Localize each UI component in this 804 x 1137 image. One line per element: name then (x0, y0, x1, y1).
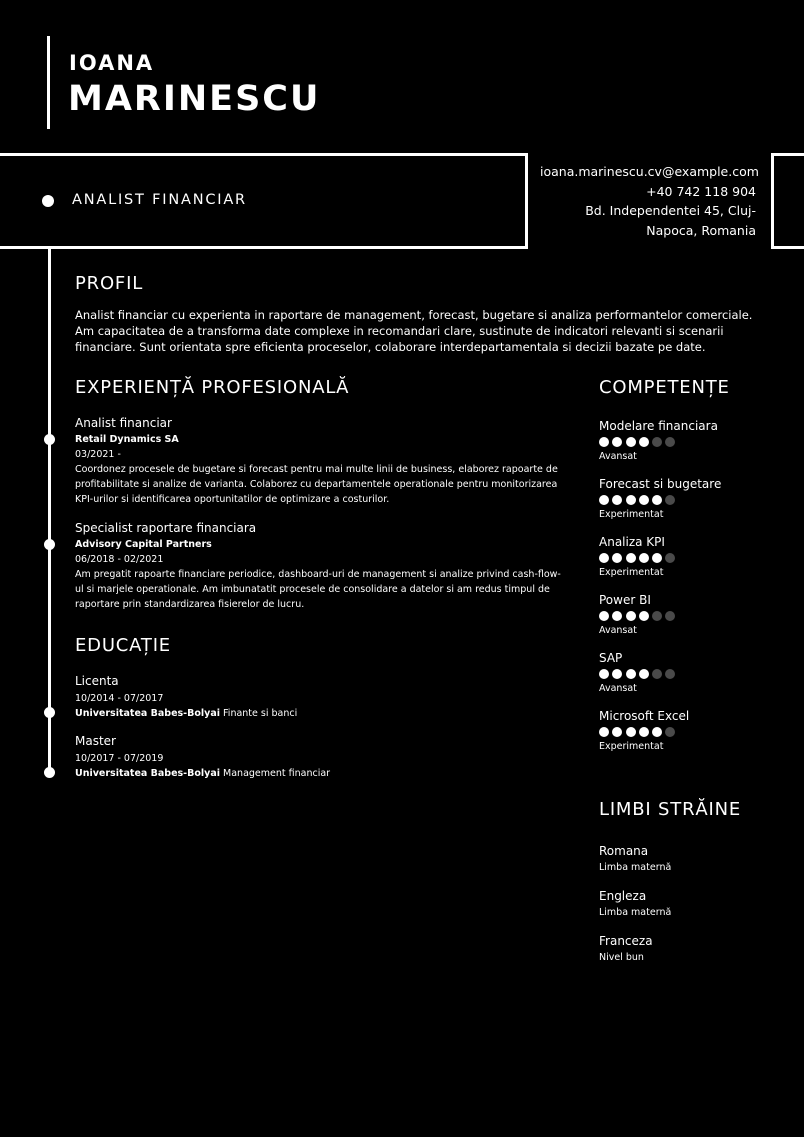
rating-dot-filled-icon (652, 727, 662, 737)
education-heading: EDUCAȚIE (75, 635, 171, 656)
education-school: Universitatea Babes-Bolyai (75, 768, 220, 779)
timeline-dot (44, 434, 55, 445)
profile-text: Analist financiar cu experienta in raportare de management, forecast, bugetare si analiza performantelor comerciale. Am capacitatea de a transforma date complexe in recomandari clare, sustinute de indicatori relevanti si scenarii financiare. Sunt orientata spre eficienta proceselor, colaborare interdepartamentala si decizii bazate pe date. (75, 308, 753, 354)
rating-dot-empty-icon (665, 611, 675, 621)
rating-dot-filled-icon (639, 611, 649, 621)
contact-block (540, 162, 759, 240)
skill-item (599, 708, 779, 766)
skill-level: Experimentat (599, 509, 664, 520)
experience-company: Advisory Capital Partners (75, 539, 212, 550)
skill-name: Microsoft Excel (599, 709, 690, 723)
skill-name: Analiza KPI (599, 535, 665, 549)
rating-dot-filled-icon (626, 437, 636, 447)
education-item (75, 733, 330, 780)
skill-level: Experimentat (599, 741, 664, 752)
skill-rating (599, 495, 779, 505)
timeline-dot (44, 539, 55, 550)
rating-dot-filled-icon (639, 495, 649, 505)
language-level: Nivel bun (599, 952, 644, 963)
name-accent-bar (47, 36, 50, 129)
rating-dot-empty-icon (652, 437, 662, 447)
rating-dot-filled-icon (639, 727, 649, 737)
experience-role: Analist financiar (75, 416, 172, 430)
contact-email[interactable]: ioana.marinescu.cv@example.com (540, 164, 759, 179)
language-level: Limba maternă (599, 907, 672, 918)
skill-item (599, 476, 779, 534)
languages-list (599, 843, 779, 978)
language-item (599, 888, 779, 933)
skill-rating (599, 553, 779, 563)
experience-role: Specialist raportare financiara (75, 521, 257, 535)
skill-name: Modelare financiara (599, 419, 718, 433)
rating-dot-filled-icon (599, 495, 609, 505)
rating-dot-filled-icon (612, 437, 622, 447)
rating-dot-filled-icon (639, 553, 649, 563)
rating-dot-empty-icon (665, 437, 675, 447)
education-field: Management financiar (223, 768, 331, 779)
skill-item (599, 592, 779, 650)
last-name: MARINESCU (68, 79, 321, 119)
contact-address-line1: Bd. Independentei 45, Cluj- (585, 203, 756, 218)
timeline-line (48, 246, 51, 774)
profile-heading: PROFIL (75, 273, 144, 294)
title-bullet-icon (42, 195, 54, 207)
rating-dot-filled-icon (652, 495, 662, 505)
rating-dot-filled-icon (612, 727, 622, 737)
skill-level: Avansat (599, 683, 637, 694)
rating-dot-filled-icon (639, 669, 649, 679)
rating-dot-filled-icon (599, 437, 609, 447)
rating-dot-empty-icon (652, 611, 662, 621)
skill-item (599, 534, 779, 592)
skills-heading: COMPETENȚE (599, 377, 730, 398)
skill-item (599, 418, 779, 476)
skill-name: Power BI (599, 593, 651, 607)
rating-dot-empty-icon (665, 495, 675, 505)
rating-dot-filled-icon (599, 611, 609, 621)
education-item (75, 673, 297, 720)
experience-description: Coordonez procesele de bugetare si forecast pentru mai multe linii de business, elaborez rapoarte de profitabilitate si analize de varianta. Colaborez cu departamentele operationale pentru monitorizarea KPI-urilor si identificarea oportunitatilor de optimizare a costurilor. (75, 464, 558, 505)
education-field: Finante si banci (223, 708, 298, 719)
rating-dot-filled-icon (652, 553, 662, 563)
skills-list (599, 418, 779, 766)
skill-rating (599, 437, 779, 447)
education-school: Universitatea Babes-Bolyai (75, 708, 220, 719)
rating-dot-filled-icon (599, 669, 609, 679)
language-name: Engleza (599, 889, 647, 903)
experience-description: Am pregatit rapoarte financiare periodice, dashboard-uri de management si analize privind cash-flow-ul si marjele operationale. Am imbunatatit procesele de consolidare a datelor si am redus timpul de raportare prin standardizarea fisierelor de lucru. (75, 569, 561, 610)
contact-address-line2: Napoca, Romania (646, 222, 756, 238)
rating-dot-filled-icon (599, 727, 609, 737)
rating-dot-filled-icon (612, 553, 622, 563)
language-name: Romana (599, 844, 649, 858)
language-item (599, 933, 779, 978)
rating-dot-filled-icon (612, 611, 622, 621)
education-school-line (75, 707, 297, 720)
rating-dot-empty-icon (665, 727, 675, 737)
experience-item (75, 415, 565, 507)
education-school-line (75, 767, 330, 780)
experience-heading: EXPERIENȚĂ PROFESIONALĂ (75, 377, 350, 398)
education-degree: Master (75, 734, 116, 748)
timeline-dot (44, 767, 55, 778)
skill-level: Avansat (599, 451, 637, 462)
rating-dot-empty-icon (665, 553, 675, 563)
rating-dot-filled-icon (612, 495, 622, 505)
rating-dot-filled-icon (626, 611, 636, 621)
language-name: Franceza (599, 934, 653, 948)
skill-level: Experimentat (599, 567, 664, 578)
timeline-dot (44, 707, 55, 718)
rating-dot-filled-icon (626, 669, 636, 679)
rating-dot-filled-icon (599, 553, 609, 563)
contact-phone[interactable]: +40 742 118 904 (646, 183, 756, 199)
skill-name: SAP (599, 651, 623, 665)
skill-level: Avansat (599, 625, 637, 636)
skill-item (599, 650, 779, 708)
skill-rating (599, 727, 779, 737)
rating-dot-empty-icon (652, 669, 662, 679)
experience-company: Retail Dynamics SA (75, 434, 179, 445)
language-item (599, 843, 779, 888)
experience-dates: 06/2018 - 02/2021 (75, 554, 164, 565)
language-level: Limba maternă (599, 862, 672, 873)
education-dates: 10/2017 - 07/2019 (75, 753, 164, 764)
first-name: IOANA (69, 51, 155, 75)
rating-dot-filled-icon (626, 553, 636, 563)
job-title: ANALIST FINANCIAR (72, 192, 247, 208)
skill-name: Forecast si bugetare (599, 477, 722, 491)
rating-dot-empty-icon (665, 669, 675, 679)
decorative-right-box (771, 153, 804, 249)
experience-dates: 03/2021 - (75, 449, 121, 460)
rating-dot-filled-icon (626, 727, 636, 737)
rating-dot-filled-icon (612, 669, 622, 679)
education-dates: 10/2014 - 07/2017 (75, 693, 164, 704)
languages-heading: LIMBI STRĂINE (599, 799, 742, 820)
skill-rating (599, 669, 779, 679)
experience-item (75, 520, 565, 612)
rating-dot-filled-icon (639, 437, 649, 447)
rating-dot-filled-icon (626, 495, 636, 505)
education-degree: Licenta (75, 674, 119, 688)
skill-rating (599, 611, 779, 621)
